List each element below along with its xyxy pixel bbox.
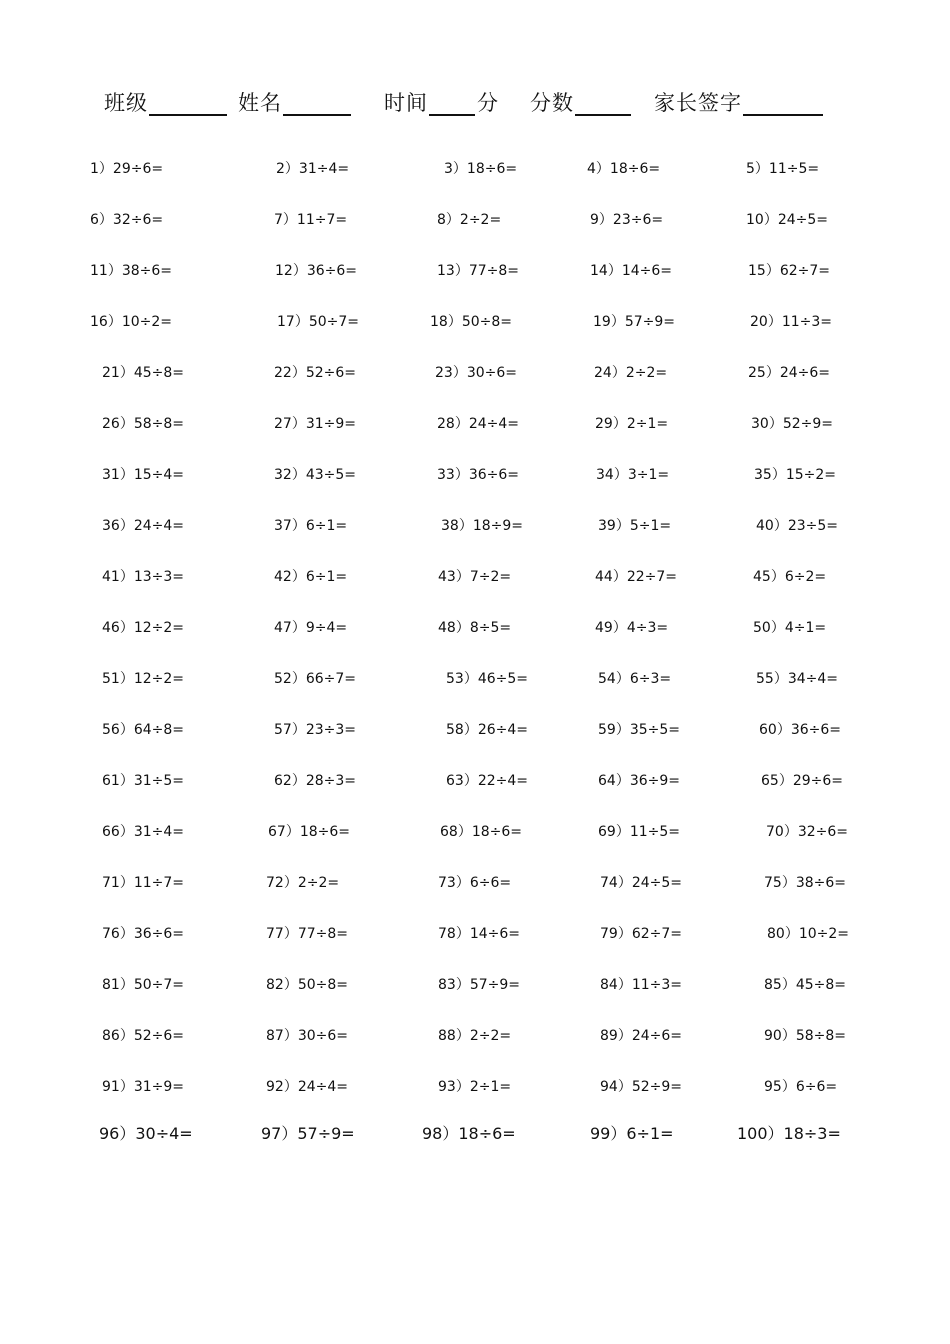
division-problem: 20）11÷3= <box>750 314 832 330</box>
division-problem: 63）22÷4= <box>446 773 528 789</box>
division-problem: 87）30÷6= <box>266 1028 348 1044</box>
division-problem: 60）36÷6= <box>759 722 841 738</box>
division-problem: 17）50÷7= <box>277 314 359 330</box>
division-problem: 5）11÷5= <box>746 161 820 177</box>
problem-row <box>0 1124 950 1148</box>
division-problem: 38）18÷9= <box>441 518 523 534</box>
division-problem: 14）14÷6= <box>590 263 672 279</box>
problem-row <box>0 312 950 336</box>
division-problem: 89）24÷6= <box>600 1028 682 1044</box>
division-problem: 4）18÷6= <box>587 161 661 177</box>
division-problem: 35）15÷2= <box>754 467 836 483</box>
division-problem: 19）57÷9= <box>593 314 675 330</box>
division-problem: 82）50÷8= <box>266 977 348 993</box>
problem-row <box>0 210 950 234</box>
division-problem: 58）26÷4= <box>446 722 528 738</box>
division-problem: 46）12÷2= <box>102 620 184 636</box>
problem-row <box>0 261 950 285</box>
problem-row <box>0 363 950 387</box>
division-problem: 67）18÷6= <box>268 824 350 840</box>
division-problem: 31）15÷4= <box>102 467 184 483</box>
division-problem: 73）6÷6= <box>438 875 512 891</box>
division-problem: 71）11÷7= <box>102 875 184 891</box>
problem-row <box>0 414 950 438</box>
problem-row <box>0 924 950 948</box>
division-problem: 28）24÷4= <box>437 416 519 432</box>
division-problem: 97）57÷9= <box>261 1124 355 1143</box>
division-problem: 95）6÷6= <box>764 1079 838 1095</box>
division-problem: 39）5÷1= <box>598 518 672 534</box>
division-problem: 29）2÷1= <box>595 416 669 432</box>
division-problem: 57）23÷3= <box>274 722 356 738</box>
division-problem: 30）52÷9= <box>751 416 833 432</box>
division-problem: 50）4÷1= <box>753 620 827 636</box>
division-problem: 76）36÷6= <box>102 926 184 942</box>
division-problem: 48）8÷5= <box>438 620 512 636</box>
division-problem: 25）24÷6= <box>748 365 830 381</box>
division-problem: 68）18÷6= <box>440 824 522 840</box>
division-problem: 51）12÷2= <box>102 671 184 687</box>
division-problem: 80）10÷2= <box>767 926 849 942</box>
division-problem: 9）23÷6= <box>590 212 664 228</box>
parent-signature-label: 家长签字 <box>654 91 742 115</box>
division-problem: 66）31÷4= <box>102 824 184 840</box>
division-problem: 33）36÷6= <box>437 467 519 483</box>
division-problem: 85）45÷8= <box>764 977 846 993</box>
division-problem: 49）4÷3= <box>595 620 669 636</box>
problem-row <box>0 669 950 693</box>
problem-row <box>0 1077 950 1101</box>
division-problem: 1）29÷6= <box>90 161 164 177</box>
division-problem: 83）57÷9= <box>438 977 520 993</box>
division-problem: 72）2÷2= <box>266 875 340 891</box>
division-problem: 16）10÷2= <box>90 314 172 330</box>
division-problem: 15）62÷7= <box>748 263 830 279</box>
division-problem: 86）52÷6= <box>102 1028 184 1044</box>
division-problem: 8）2÷2= <box>437 212 502 228</box>
division-problem: 81）50÷7= <box>102 977 184 993</box>
division-problem: 100）18÷3= <box>737 1124 841 1143</box>
division-problem: 52）66÷7= <box>274 671 356 687</box>
name-label: 姓名 <box>238 91 282 115</box>
division-problem: 93）2÷1= <box>438 1079 512 1095</box>
division-problem: 34）3÷1= <box>596 467 670 483</box>
division-problem: 96）30÷4= <box>99 1124 193 1143</box>
division-problem: 3）18÷6= <box>444 161 518 177</box>
division-problem: 94）52÷9= <box>600 1079 682 1095</box>
problem-row <box>0 567 950 591</box>
division-problem: 56）64÷8= <box>102 722 184 738</box>
problem-row <box>0 720 950 744</box>
division-problem: 99）6÷1= <box>590 1124 674 1143</box>
division-problem: 24）2÷2= <box>594 365 668 381</box>
problem-row <box>0 465 950 489</box>
division-problem: 91）31÷9= <box>102 1079 184 1095</box>
division-problem: 98）18÷6= <box>422 1124 516 1143</box>
division-problem: 32）43÷5= <box>274 467 356 483</box>
division-problem: 45）6÷2= <box>753 569 827 585</box>
division-problem: 18）50÷8= <box>430 314 512 330</box>
division-problem: 7）11÷7= <box>274 212 348 228</box>
division-problem: 75）38÷6= <box>764 875 846 891</box>
division-problem: 43）7÷2= <box>438 569 512 585</box>
division-problem: 12）36÷6= <box>275 263 357 279</box>
problem-row <box>0 618 950 642</box>
problem-row <box>0 159 950 183</box>
division-problem: 37）6÷1= <box>274 518 348 534</box>
division-problem: 53）46÷5= <box>446 671 528 687</box>
class-label: 班级 <box>104 91 148 115</box>
division-problem: 23）30÷6= <box>435 365 517 381</box>
division-problem: 41）13÷3= <box>102 569 184 585</box>
division-problem: 65）29÷6= <box>761 773 843 789</box>
division-problem: 69）11÷5= <box>598 824 680 840</box>
division-problem: 11）38÷6= <box>90 263 172 279</box>
division-problem: 70）32÷6= <box>766 824 848 840</box>
division-problem: 74）24÷5= <box>600 875 682 891</box>
problem-row <box>0 873 950 897</box>
problem-row <box>0 516 950 540</box>
division-problem: 62）28÷3= <box>274 773 356 789</box>
problem-row <box>0 822 950 846</box>
division-problem: 64）36÷9= <box>598 773 680 789</box>
division-problem: 27）31÷9= <box>274 416 356 432</box>
score-label: 分数 <box>530 91 574 115</box>
division-problem: 6）32÷6= <box>90 212 164 228</box>
division-problem: 21）45÷8= <box>102 365 184 381</box>
division-problem: 10）24÷5= <box>746 212 828 228</box>
division-problem: 47）9÷4= <box>274 620 348 636</box>
division-problem: 54）6÷3= <box>598 671 672 687</box>
division-problem: 42）6÷1= <box>274 569 348 585</box>
division-problem: 88）2÷2= <box>438 1028 512 1044</box>
problem-row <box>0 975 950 999</box>
division-problem: 40）23÷5= <box>756 518 838 534</box>
division-problem: 2）31÷4= <box>276 161 350 177</box>
division-problem: 59）35÷5= <box>598 722 680 738</box>
time-label: 时间 <box>384 91 428 115</box>
division-problem: 36）24÷4= <box>102 518 184 534</box>
division-problem: 44）22÷7= <box>595 569 677 585</box>
division-problem: 22）52÷6= <box>274 365 356 381</box>
division-problem: 79）62÷7= <box>600 926 682 942</box>
division-problem: 26）58÷8= <box>102 416 184 432</box>
division-problem: 77）77÷8= <box>266 926 348 942</box>
problem-row <box>0 771 950 795</box>
division-problem: 13）77÷8= <box>437 263 519 279</box>
problem-row <box>0 1026 950 1050</box>
division-problem: 84）11÷3= <box>600 977 682 993</box>
division-problem: 61）31÷5= <box>102 773 184 789</box>
time-unit: 分 <box>477 91 498 115</box>
division-problem: 78）14÷6= <box>438 926 520 942</box>
division-problem: 55）34÷4= <box>756 671 838 687</box>
division-problem: 90）58÷8= <box>764 1028 846 1044</box>
division-problem: 92）24÷4= <box>266 1079 348 1095</box>
